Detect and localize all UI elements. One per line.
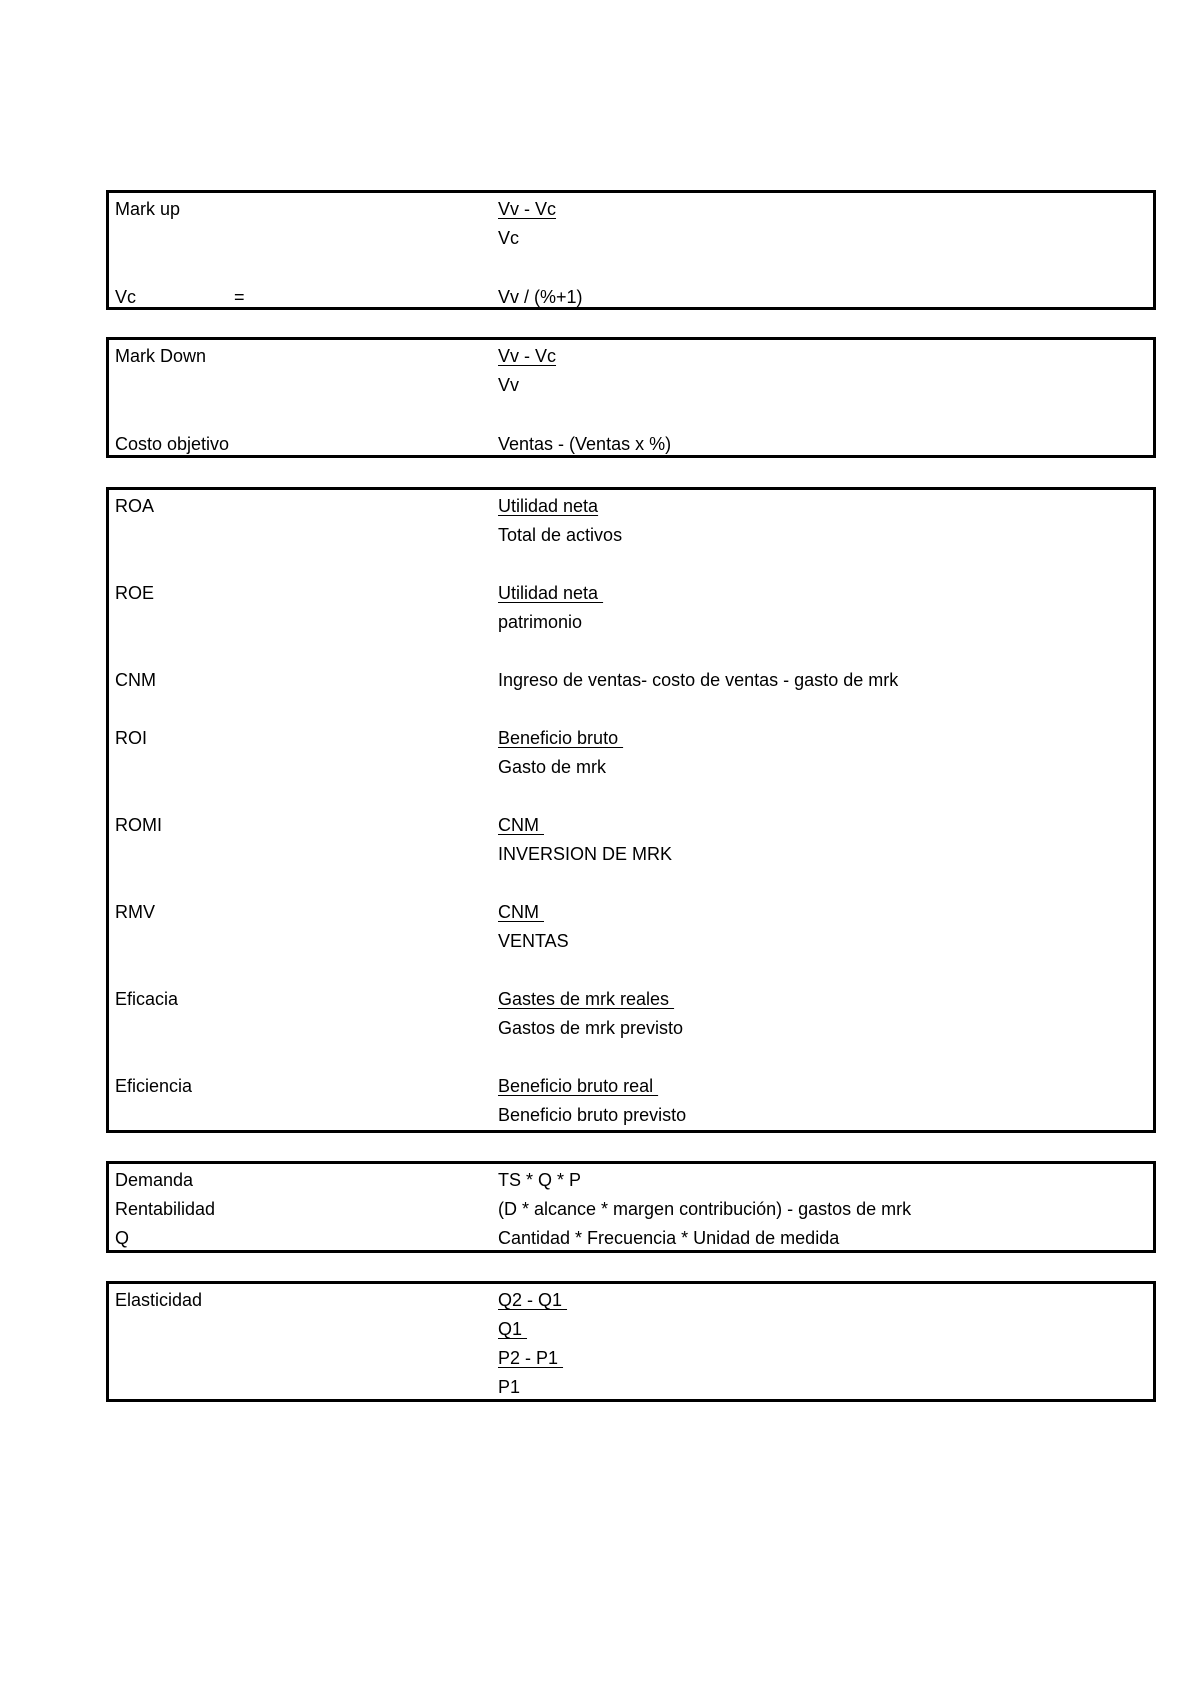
rmv-label: RMV	[115, 902, 155, 922]
eficacia-denominator: Gastos de mrk previsto	[498, 1018, 684, 1038]
cnm-formula: Ingreso de ventas- costo de ventas - gasto de mrk	[498, 670, 899, 690]
ratios-box	[106, 487, 1156, 1133]
markdown-denominator: Vv	[498, 375, 520, 395]
target-cost-formula: Ventas - (Ventas x %)	[498, 434, 672, 454]
eficiencia-numerator: Beneficio bruto real	[498, 1076, 659, 1096]
markup-denominator: Vc	[498, 228, 520, 248]
eficiencia-label: Eficiencia	[115, 1076, 193, 1096]
romi-label: ROMI	[115, 815, 162, 835]
markup-numerator: Vv - Vc	[498, 199, 557, 219]
target-cost-label: Costo objetivo	[115, 434, 230, 454]
rentabilidad-label: Rentabilidad	[115, 1199, 216, 1219]
roa-denominator: Total de activos	[498, 525, 623, 545]
markdown-box	[106, 337, 1156, 458]
vc-equals: =	[234, 287, 245, 307]
romi-denominator: INVERSION DE MRK	[498, 844, 673, 864]
roe-numerator: Utilidad neta	[498, 583, 604, 603]
vc-label: Vc	[115, 287, 137, 307]
roe-denominator: patrimonio	[498, 612, 583, 632]
elasticity-box	[106, 1281, 1156, 1402]
elasticity-p-denominator: P1	[498, 1377, 521, 1397]
roi-numerator: Beneficio bruto	[498, 728, 624, 748]
elasticity-label: Elasticidad	[115, 1290, 203, 1310]
eficiencia-denominator: Beneficio bruto previsto	[498, 1105, 687, 1125]
demand-box	[106, 1161, 1156, 1253]
q-formula: Cantidad * Frecuencia * Unidad de medida	[498, 1228, 840, 1248]
demanda-label: Demanda	[115, 1170, 194, 1190]
markdown-label: Mark Down	[115, 346, 207, 366]
romi-numerator: CNM	[498, 815, 544, 835]
roi-label: ROI	[115, 728, 148, 748]
elasticity-p-numerator: P2 - P1	[498, 1348, 564, 1368]
rmv-numerator: CNM	[498, 902, 544, 922]
roe-label: ROE	[115, 583, 155, 603]
eficacia-numerator: Gastes de mrk reales	[498, 989, 675, 1009]
q-label: Q	[115, 1228, 130, 1248]
markup-box	[106, 190, 1156, 310]
roa-numerator: Utilidad neta	[498, 496, 599, 516]
demanda-formula: TS * Q * P	[498, 1170, 582, 1190]
vc-formula: Vv / (%+1)	[498, 287, 583, 307]
eficacia-label: Eficacia	[115, 989, 179, 1009]
rentabilidad-formula: (D * alcance * margen contribución) - gastos de mrk	[498, 1199, 912, 1219]
elasticity-q-denominator: Q1	[498, 1319, 528, 1339]
markup-label: Mark up	[115, 199, 181, 219]
roi-denominator: Gasto de mrk	[498, 757, 607, 777]
cnm-label: CNM	[115, 670, 156, 690]
roa-label: ROA	[115, 496, 155, 516]
elasticity-q-numerator: Q2 - Q1	[498, 1290, 568, 1310]
rmv-denominator: VENTAS	[498, 931, 569, 951]
markdown-numerator: Vv - Vc	[498, 346, 557, 366]
